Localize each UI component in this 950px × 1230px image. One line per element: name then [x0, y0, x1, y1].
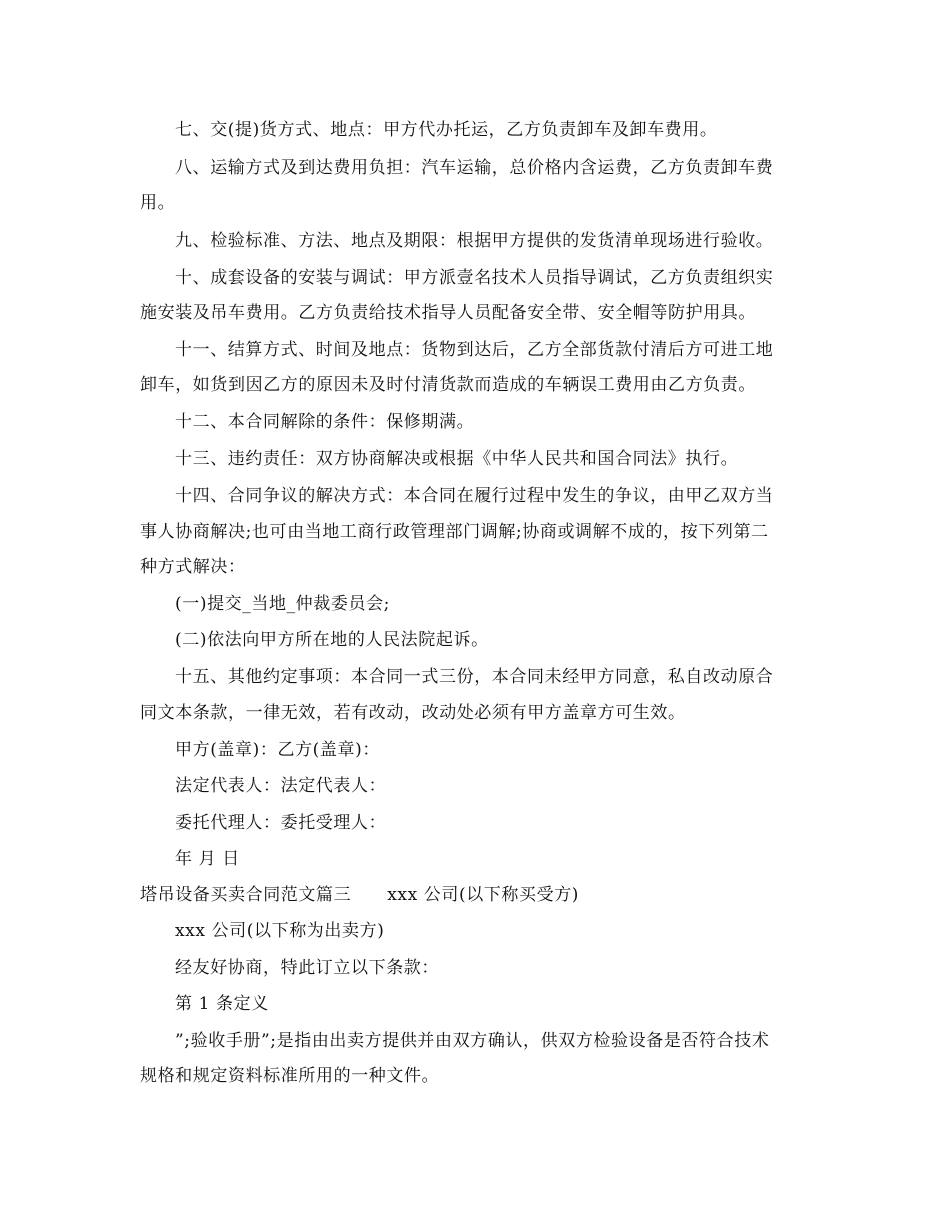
paragraph-line: 八、运输方式及到达费用负担：汽车运输，总价格内含运费，乙方负责卸车费 [175, 158, 774, 178]
section-heading-line [140, 883, 579, 907]
paragraph-line: 施安装及吊车费用。乙方负责给技术指导人员配备安全带、安全帽等防护用具。 [140, 303, 756, 323]
article-heading: 第 1 条定义 [175, 994, 269, 1014]
paragraph-line: 十二、本合同解除的条件：保修期满。 [175, 412, 475, 432]
paragraph-line: xxx 公司(以下称为出卖方) [175, 921, 385, 941]
paragraph-line: 卸车，如货到因乙方的原因未及时付清货款而造成的车辆误工费用由乙方负责。 [140, 375, 756, 395]
paragraph-line: 十三、违约责任：双方协商解决或根据《中华人民共和国合同法》执行。 [175, 449, 739, 469]
paragraph-line: 七、交(提)货方式、地点：甲方代办托运，乙方负责卸车及卸车费用。 [175, 120, 718, 140]
paragraph-line: 用。 [140, 193, 176, 213]
section-heading: 塔吊设备买卖合同范文篇三 [140, 885, 352, 905]
buyer-line: xxx 公司(以下称买受方) [387, 885, 580, 905]
paragraph-line: 十一、结算方式、时间及地点：货物到达后，乙方全部货款付清后方可进工地 [175, 340, 774, 360]
paragraph-line: 同文本条款，一律无效，若有改动，改动处必须有甲方盖章方可生效。 [140, 703, 686, 723]
signature-line: 法定代表人：法定代表人： [175, 776, 387, 796]
paragraph-line: 十、成套设备的安装与调试：甲方派壹名技术人员指导调试，乙方负责组织实 [175, 268, 774, 288]
paragraph-line: 事人协商解决;也可由当地工商行政管理部门调解;协商或调解不成的，按下列第二 [140, 522, 769, 542]
paragraph-line: 经友好协商，特此订立以下条款： [175, 958, 439, 978]
paragraph-line: 九、检验标准、方法、地点及期限：根据甲方提供的发货清单现场进行验收。 [175, 231, 774, 251]
paragraph-line: 规格和规定资料标准所用的一种文件。 [140, 1066, 440, 1086]
paragraph-line: ”;验收手册”;是指由出卖方提供并由双方确认，供双方检验设备是否符合技术 [175, 1031, 770, 1051]
signature-line: 委托代理人：委托受理人： [175, 813, 387, 833]
paragraph-line: (一)提交_当地_仲裁委员会; [175, 594, 390, 614]
paragraph-line: 十五、其他约定事项：本合同一式三份，本合同未经甲方同意，私自改动原合 [175, 667, 774, 687]
paragraph-line: (二)依法向甲方所在地的人民法院起诉。 [175, 630, 489, 650]
paragraph-line: 种方式解决： [140, 557, 246, 577]
paragraph-line: 十四、合同争议的解决方式：本合同在履行过程中发生的争议，由甲乙双方当 [175, 486, 774, 506]
signature-line: 甲方(盖章)：乙方(盖章)： [175, 740, 380, 760]
date-line: 年 月 日 [175, 849, 240, 869]
